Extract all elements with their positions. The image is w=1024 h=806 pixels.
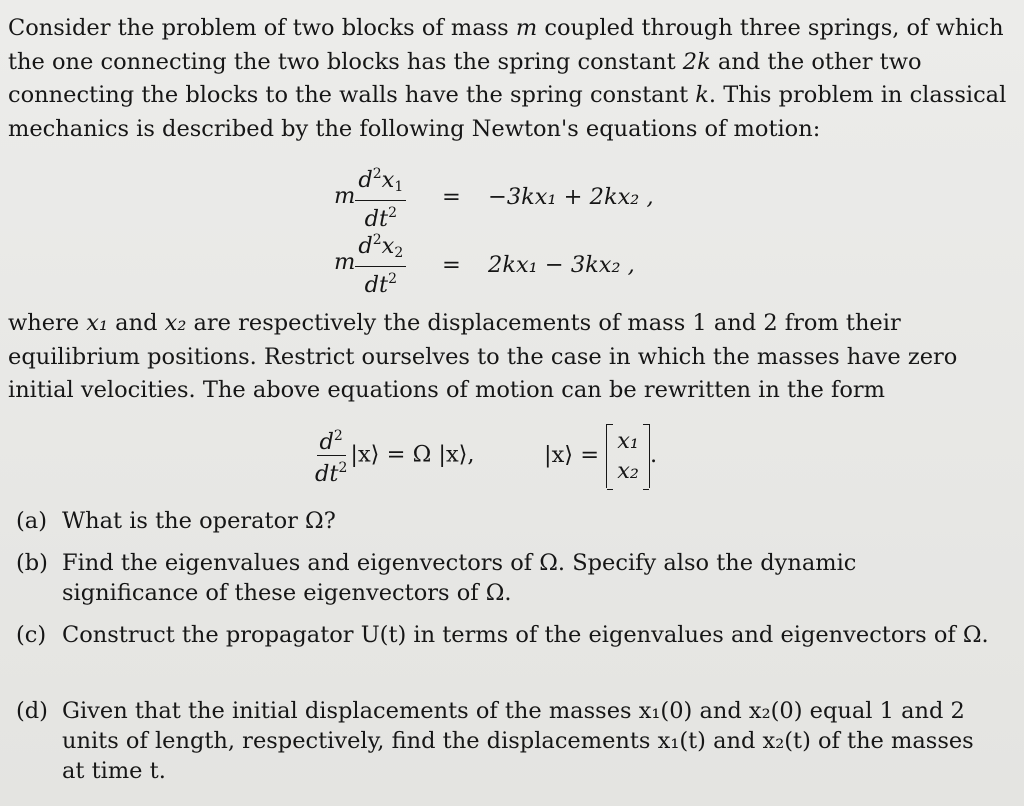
eq1-rhs: −3kx₁ + 2kx₂ , (488, 184, 654, 210)
mass-symbol: m (515, 15, 538, 41)
question-d (16, 696, 996, 786)
question-c (16, 620, 996, 650)
middle-text-2: and (108, 310, 165, 336)
question-b-text: Find the eigenvalues and eigenvectors of Ω. Specify also the dynamic significance of these eigenvectors of Ω. (62, 550, 857, 606)
question-c-label: (c) (16, 622, 47, 648)
ket-x: |x⟩ = (544, 442, 600, 468)
column-vector (606, 424, 650, 488)
eq1-mass: m (334, 183, 356, 209)
question-b (16, 548, 996, 608)
question-a-label: (a) (16, 508, 47, 534)
eq2-derivative: $\frac{d^2x_2}{dt^2}$ (355, 228, 406, 298)
vector-x1: x₁ (617, 428, 639, 454)
question-b-label: (b) (16, 550, 48, 576)
question-a (16, 506, 996, 536)
operator-second-derivative: $\frac{d^2}{dt^2}$ (312, 424, 350, 487)
intro-text-4: . This problem in classical mechanics is described by the following Newton's equations of motion: (8, 82, 1007, 142)
vector-x2: x₂ (617, 458, 639, 484)
spring-constant-k: k (695, 82, 709, 108)
intro-text-2: coupled through three springs, of which the one connecting the two blocks has the spring constant (8, 15, 1004, 75)
middle-text-3: are respectively the displacements of mass 1 and 2 from their equilibrium positions. Restrict ourselves to the case in which the masses have zero initial velocities. The above equations of motion can be rewritten in the form (8, 310, 958, 403)
middle-paragraph (8, 307, 1012, 408)
equation-2 (334, 228, 406, 298)
operator-equation (312, 424, 475, 487)
intro-text-1: Consider the problem of two blocks of mass (8, 15, 516, 41)
ket-vector-definition (544, 424, 657, 488)
eq1-derivative: $\frac{d^2x_1}{dt^2}$ (355, 162, 406, 232)
operator-eq-lhs: |x⟩ = Ω |x⟩, (350, 441, 475, 468)
question-a-text: What is the operator Ω? (62, 508, 336, 534)
question-d-label: (d) (16, 698, 48, 724)
eq2-rhs: 2kx₁ − 3kx₂ , (488, 252, 635, 278)
intro-paragraph (8, 12, 1012, 146)
spring-constant-2k: 2k (682, 48, 711, 75)
eq1-equals: = (442, 184, 461, 210)
question-c-text: Construct the propagator U(t) in terms of the eigenvalues and eigenvectors of Ω. (62, 622, 989, 648)
eq2-equals: = (442, 252, 461, 278)
vector-period: . (649, 442, 658, 468)
x2-symbol: x₂ (164, 310, 187, 336)
intro-text-3: and the other two connecting the blocks to the walls have the spring constant (8, 48, 922, 108)
equation-1 (334, 162, 406, 232)
middle-text-1: where (8, 310, 87, 336)
x1-symbol: x₁ (86, 310, 109, 336)
eq2-mass: m (334, 249, 356, 275)
question-d-text: Given that the initial displacements of the masses x₁(0) and x₂(0) equal 1 and 2 units of length, respectively, find the displacements x₁(t) and x₂(t) of the masses at time t. (62, 698, 974, 784)
